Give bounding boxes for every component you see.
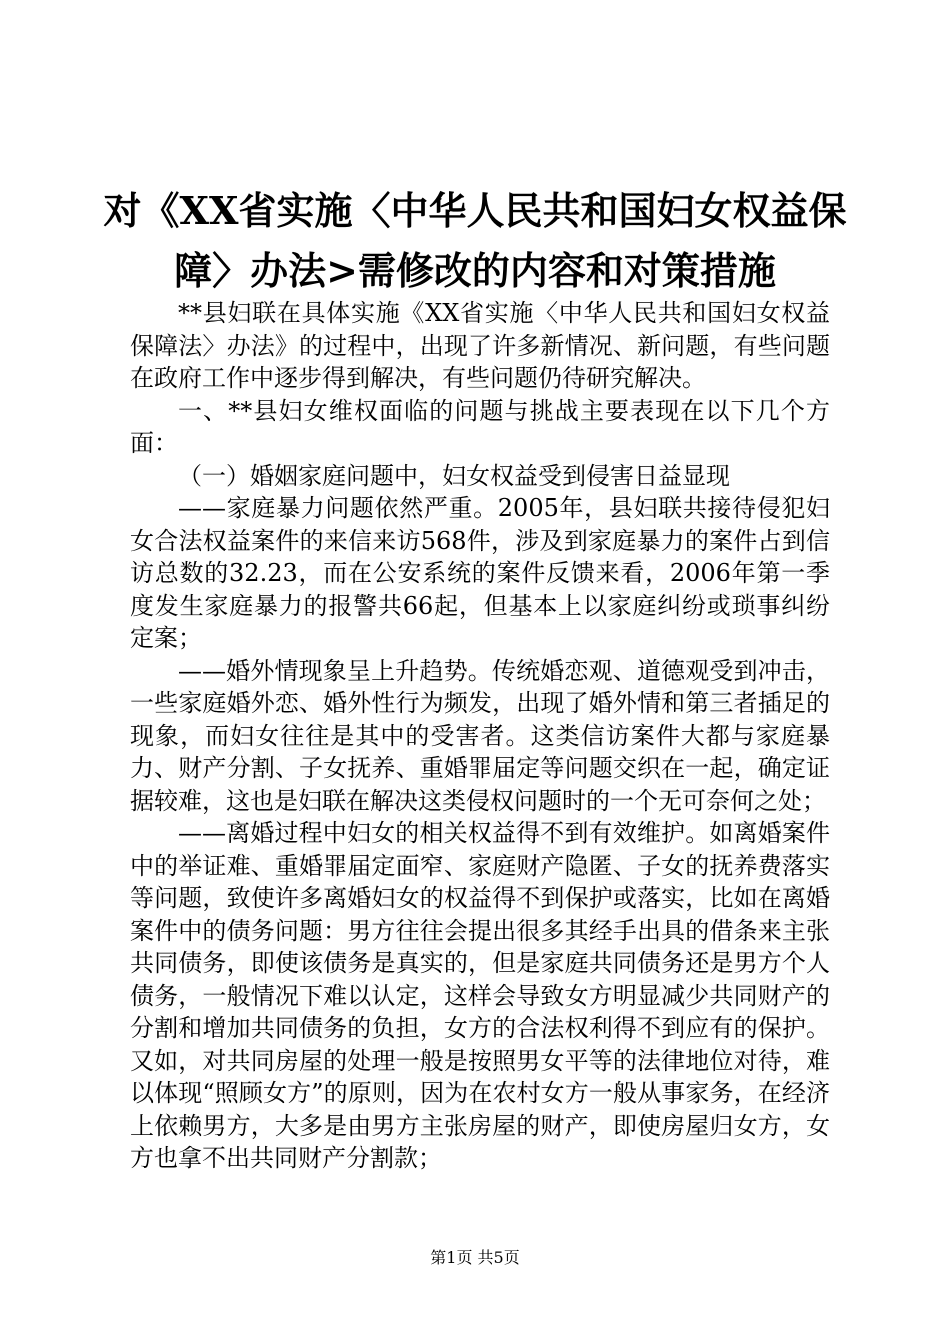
paragraph-intro: **县妇联在具体实施《XX省实施〈中华人民共和国妇女权益保障法〉办法》的过程中，出现了许多新情况、新问题，有些问题在政府工作中逐步得到解决，有些问题仍待研究解决。 xyxy=(130,299,830,392)
paragraph-extramarital: ——婚外情现象呈上升趋势。传统婚恋观、道德观受到冲击，一些家庭婚外恋、婚外性行为频发，出现了婚外情和第三者插足的现象，而妇女往往是其中的受害者。这类信访案件大都与家庭暴力、财产分割、子女抚养、重婚罪届定等问题交织在一起，确定证据较难，这也是妇联在解决这类侵权问题时的一个无可奈何之处； xyxy=(130,656,830,815)
document-title-line-1: 对《XX省实施〈中华人民共和国妇女权益保 xyxy=(103,188,847,233)
document-title-line-2: 障〉办法>需修改的内容和对策措施 xyxy=(174,248,776,293)
paragraph-divorce-rights: ——离婚过程中妇女的相关权益得不到有效维护。如离婚案件中的举证难、重婚罪届定面窄、家庭财产隐匿、子女的抚养费落实等问题，致使许多离婚妇女的权益得不到保护或落实，比如在离婚案件中的债务问题：男方往往会提出很多其经手出具的借条来主张共同债务，即使该债务是真实的，但是家庭共同债务还是男方个人债务，一般情况下难以认定，这样会导致女方明显减少共同财产的分割和增加共同债务的负担，女方的合法权利得不到应有的保护。又如，对共同房屋的处理一般是按照男女平等的法律地位对待，难以体现“照顾女方”的原则，因为在农村女方一般从事家务，在经济上依赖男方，大多是由男方主张房屋的财产，即使房屋归女方，女方也拿不出共同财产分割款； xyxy=(130,819,830,1172)
page-footer: 第1页 共5页 xyxy=(430,1248,520,1267)
paragraph-domestic-violence: ——家庭暴力问题依然严重。2005年，县妇联共接待侵犯妇女合法权益案件的来信来访568件，涉及到家庭暴力的案件占到信访总数的32.23，而在公安系统的案件反馈来看，2006年第一季度发生家庭暴力的报警共66起，但基本上以家庭纠纷或琐事纠纷定案； xyxy=(130,494,830,652)
paragraph-section-heading: 一、**县妇女维权面临的问题与挑战主要表现在以下几个方面： xyxy=(130,396,830,457)
document-body xyxy=(130,297,830,1175)
paragraph-subsection-heading: （一）婚姻家庭问题中，妇女权益受到侵害日益显现 xyxy=(178,461,730,490)
